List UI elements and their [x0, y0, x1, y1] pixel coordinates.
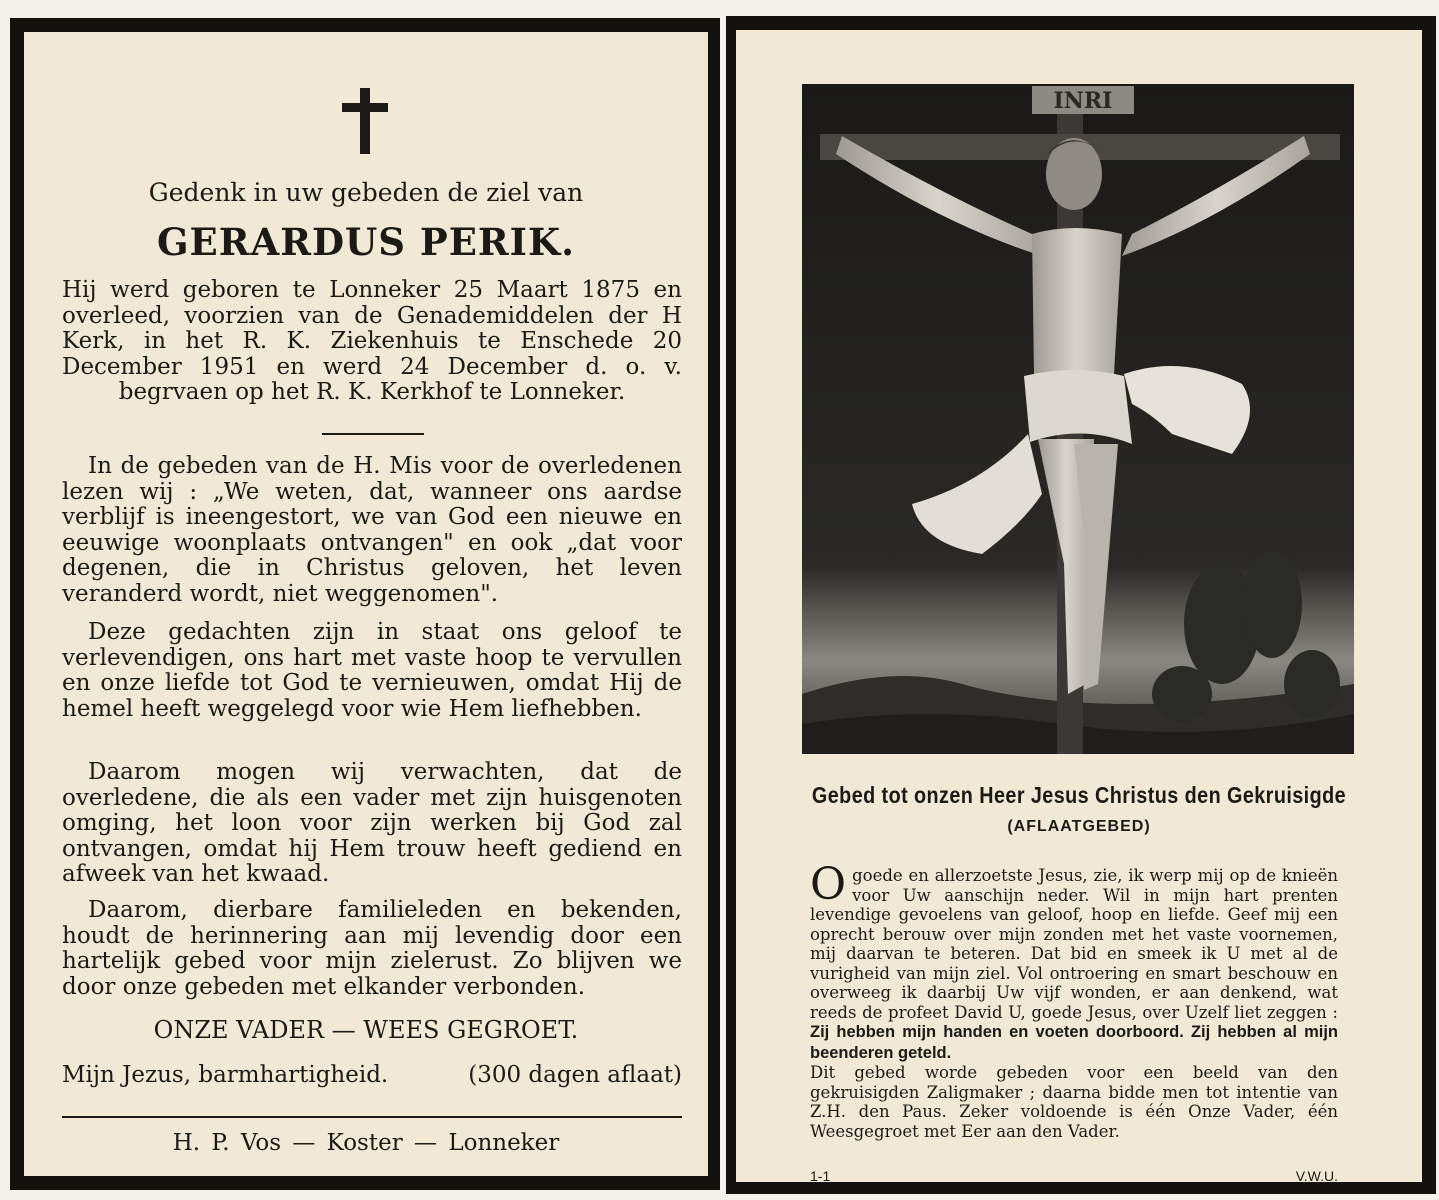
footer-right [810, 1168, 1338, 1182]
inri-sign: INRI [1053, 88, 1113, 114]
prayers-line: ONZE VADER — WEES GEGROET. [153, 1016, 579, 1044]
memorial-card-front [10, 18, 720, 1190]
prayer-text [810, 859, 1338, 1141]
card-paper-left [24, 32, 708, 1176]
biography: Hij werd geboren te Lonneker 25 Maart 1875 en overleed, voorzien van de Genademiddelen der H Kerk, in het R. K. Ziekenhuis te Enschede 20 December 1951 en werd 24 December d. o. v. begrvaen op het R. K. Kerkhof te Lonneker. [62, 277, 682, 405]
indulgence-text: (300 dagen aflaat) [468, 1062, 682, 1088]
divider-short [322, 433, 424, 435]
memorial-card-back [726, 16, 1436, 1194]
crucifixion-image [802, 84, 1354, 754]
card-paper-right [736, 30, 1422, 1182]
paragraph-father: Daarom mogen wij verwachten, dat de overledene, die als een vader met zijn huisgenoten omging, het loon voor zijn werken bij God zal ontvangen, omdat hij Hem trouw heeft gediend en afweek van het kwaad. [62, 759, 682, 887]
prayer-title: Gebed tot onzen Heer Jesus Christus den Gekruisigde [811, 782, 1347, 808]
drop-cap: O [810, 859, 847, 910]
deceased-name: GERARDUS PERIK. [156, 220, 576, 264]
mercy-text: Mijn Jezus, barmhartigheid. [62, 1062, 389, 1088]
prayer-part-a: goede en allerzoetste Jesus, zie, ik werp mij op de knieën voor Uw aanschijn neder. Wil in mijn hart prenten levendige gevoelens van geloof, hoop en liefde. Geef mij een oprecht berouw over mijn zonden met het vaste voornemen, mij daarvan te beteren. Dat bid en smeek ik U met al de vurigheid van mijn ziel. Vol ontroering en smart beschouw en overweeg ik daarbij Uw vijf wonden, er aan denkend, wat reeds de profeet David U, goede Jesus, over Uzelf liet zeggen : [810, 866, 1338, 1022]
paragraph-faith: Deze gedachten zijn in staat ons geloof te verlevendigen, ons hart met vaste hoop te vervullen en onze liefde tot God te vernieuwen, omdat Hij de hemel heeft weggelegd voor wie Hem liefhebben. [62, 619, 682, 722]
mercy-row [62, 1062, 682, 1088]
prayer-subtitle: (AFLAATGEBED) [1007, 818, 1151, 835]
paragraph-family: Daarom, dierbare familieleden en bekenden, houdt de herinnering aan mij levendig door een hartelijk gebed voor mijn zielerust. Zo blijven we door onze gebeden met elkander verbonden. [62, 897, 682, 1000]
printer-mark: V.W.U. [1295, 1168, 1338, 1182]
printer-footer: H. P. Vos — Koster — Lonneker [172, 1130, 560, 1156]
divider-long [62, 1116, 682, 1118]
cross-icon [342, 88, 388, 154]
paragraph-mass: In de gebeden van de H. Mis voor de overledenen lezen wij : „We weten, dat, wanneer ons aardse verblijf is ineengestort, we van God een nieuwe en eeuwige woonplaats ontvangen" en ook „dat voor degenen, die in Christus geloven, het leven veranderd wordt, niet weggenomen". [62, 453, 682, 607]
intro-line: Gedenk in uw gebeden de ziel van [148, 178, 584, 207]
prayer-quote: Zij hebben mijn handen en voeten doorboord. Zij hebben al mijn beenderen geteld. [810, 1023, 1338, 1062]
print-code: 1-1 [810, 1168, 831, 1182]
prayer-part-b: Dit gebed worde gebeden voor een beeld van den gekruisigden Zaligmaker ; daarna bidde men tot intentie van Z.H. den Paus. Zeker voldoende is één Onze Vader, één Weesgegroet met Eer aan den Vader. [810, 1063, 1338, 1141]
